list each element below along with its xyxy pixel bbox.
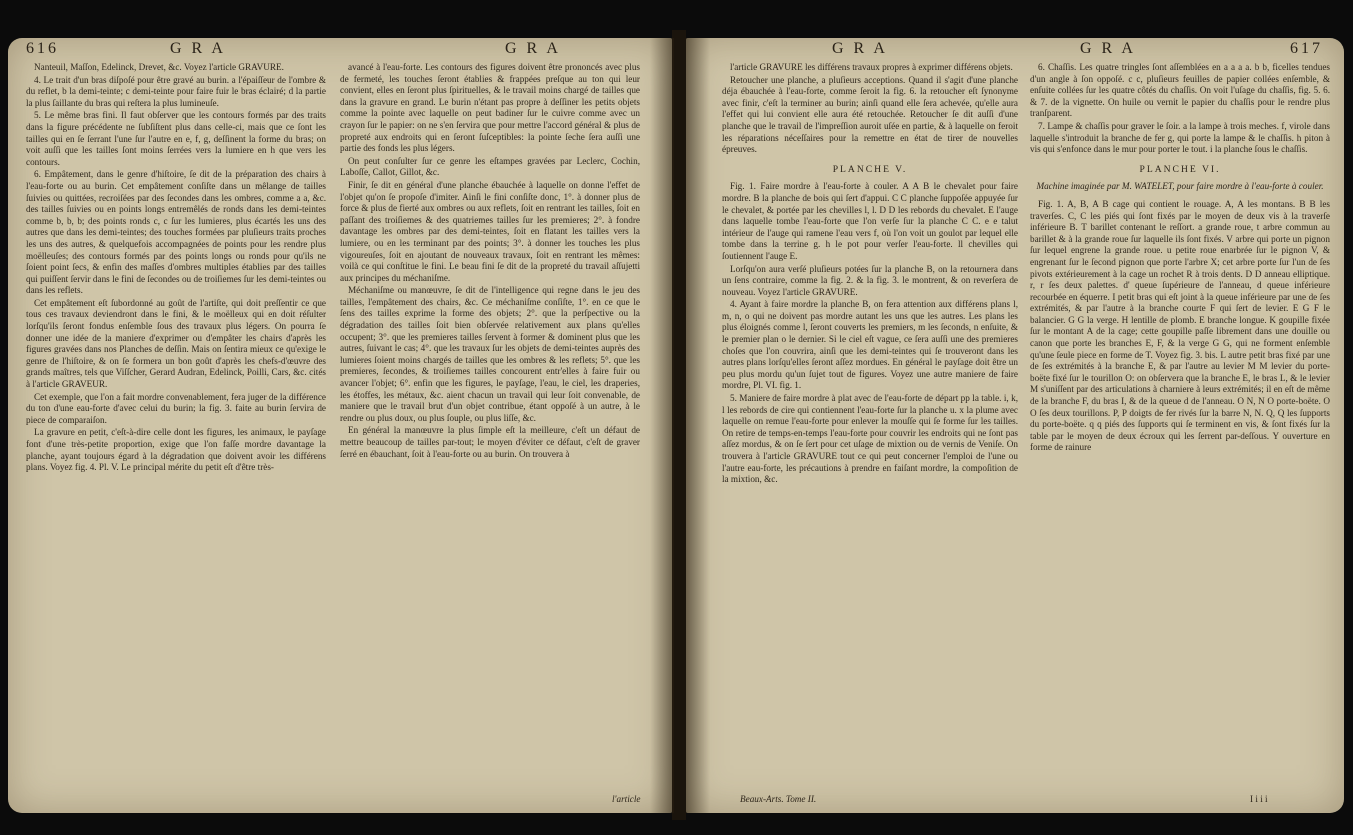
paragraph: Fig. 1. A, B, A B cage qui contient le rouage. A, A les montans. B B les traverſes. C, C les piés qui ſont fixés par le moyen de deux vis à la traverſe inférieure B. T barillet contenant le reſſort. a grande roue, t arbre commun au barillet & à la grande roue ſur laquelle ils ſont fixés. V arbre qui porte un pignon ſur lequel engrene la grande roue. u petite roue enarbrée ſur le pignon V, & engrenant ſur le ſecond pignon que porte l'arbre X; cet arbre porte ſur l'un de ſes pivots extérieurement à la cage un rochet R à trois dents. D D anneau elliptique. r, r ſes deux palettes. d' queue ſupérieure de l'anneau, d queue inférieure recourbée en équerre. I petit bras qui eſt joint à la queue inférieure par une de ſes extrémités, & par l'autre à la branche courte F qui ſert de levier. E G F le balancier. G G la verge. H lentille de plomb. E branche longue. K goupille fixée ſur le montant A de la cage; cette goupille paſſe librement dans une douille ou canon que porte les branches E, F, & la verge G G, qui ne forment enſemble qu'une ſeule piece en forme de T. Voyez fig. 3. bis. L autre petit bras fixé par une de ſes extrémités à la branche E, & par l'autre au levier M M levier du porte-boëte fixé ſur le tourillon O: on obſervera que la branche E, le bras L, & le levier M s'uniſſent par des articulations à charniere à leurs extrémités; il en eſt de même de la branche F, du bras I, & de la queue d de l'anneau. O N, N O porte-boëte. O O ſes deux tourillons. P, P doigts de fer rivés ſur la barre N, N. Q, Q les ſupports du porte-boëte. q q piés des ſupports qui ſe terminent en vis, & ſont fixés ſur la table par le moyen de deux écroux qui les ſerrent par-deſſous. Y ouverture en forme de rainure bbox=[1030, 198, 1330, 453]
plate-heading: PLANCHE VI. bbox=[1139, 163, 1221, 175]
paragraph: 5. Le même bras fini. Il faut obſerver que les contours formés par des traits dans la figure précédente ne ſubſiſtent plus dans celle-ci, mais que ce ſont les tailles qui en ſe ſerrant l'une ſur l'autre en e, f, g, deſſinent la forme du bras; on voit auſſi que les tailles ſont moins ſerrées vers la lumiere en h que vers les contours. bbox=[26, 110, 326, 167]
paragraph: 7. Lampe & chaſſis pour graver le ſoir. a la lampe à trois meches. f, virole dans laquelle s'introduit la branche de fer g, qui porte la lampe & le chaſſis. h piton à vis qui s'enfonce dans le mur pour porter le tout. i la planche ſous le chaſſis. bbox=[1030, 120, 1330, 155]
paragraph: La gravure en petit, c'eſt-à-dire celle dont les figures, les animaux, le payſage font d'une très-petite proportion, exige que l'on faſſe mordre davantage la planche, ayant toujours égard à la dégradation que doivent avoir les différens plans. Voyez fig. 4. Pl. V. Le principal mérite du petit eſt d'être très- bbox=[26, 427, 326, 473]
paragraph: 6. Empâtement, dans le genre d'hiſtoire, ſe dit de la préparation des chairs à l'eau-forte ou au burin. Cet empâtement conſiſte dans un mêlange de tailles ſuivies ou quittées, recroiſées par des ſecondes dans les ombres, comme a a, &c. des tailles ſuivies ou en points longs entremêlés de ronds dans les demi-teintes comme b, b, b; des points ronds c, c ſur les lumieres, plus écartés les uns des autres que dans les demi-teintes; des touches formées par pluſieurs traits proches les uns des autres, & quelquefois accompagnées de points pour les rendre plus moëlleuſes; des contours formés par des points longs ou ronds pour qu'ils ne ſoient point ſecs, & enfin des maſſes d'ombres multiples établies par des tailles qui puiſſent ſervir dans le fini de ſecondes ou de troiſiemes ſur les demi-teintes ou dans les reflets. bbox=[26, 169, 326, 296]
left-column-1 bbox=[26, 62, 326, 475]
paragraph: Cet exemple, que l'on a fait mordre convenablement, fera juger de la différence du ton d'une eau-forte d'avec celui du burin; la fig. 3. faite au burin ſervira de piece de comparaiſon. bbox=[26, 391, 326, 425]
paragraph: l'article GRAVURE les différens travaux propres à exprimer différens objets. bbox=[730, 62, 1013, 72]
gutter-shadow-right bbox=[686, 38, 710, 813]
page-number-right: 617 bbox=[1290, 40, 1323, 57]
paragraph: En général la manœuvre la plus ſimple eſt la meilleure, c'eſt un défaut de mettre beaucoup de tailles par-tout; le moyen d'éviter ce défaut, c'eſt de graver ſerré en ébauchant, ſoit à l'eau-forte ou au burin. On trouvera à bbox=[340, 425, 640, 459]
paragraph: Lorſqu'on aura verſé pluſieurs potées ſur la planche B, on la retournera dans un ſens contraire, comme la fig. 2. & la fig. 3. le montrent, & on reverſera de nouveau. Voyez l'article GRAVURE. bbox=[722, 263, 1018, 297]
paragraph: 6. Chaſſis. Les quatre tringles ſont aſſemblées en a a a a. b b, ficelles tendues d'un angle à ſon oppoſé. c c, pluſieurs feuilles de papier collées enſemble, & enſuite collées ſur les quatre côtés du chaſſis. On voit l'uſage du chaſſis, fig. 5. 6. & 7. de la vignette. On huile ou vernit le papier du chaſſis pour le rendre plus tranſparent. bbox=[1030, 62, 1330, 119]
running-head-left-b: G R A bbox=[505, 40, 561, 57]
signature-mark: I i i i bbox=[1250, 794, 1268, 804]
right-column-2 bbox=[1030, 62, 1330, 455]
paragraph: On peut conſulter ſur ce genre les eſtampes gravées par Leclerc, Cochin, Laboſſe, Callot, Gillot, &c. bbox=[340, 155, 640, 178]
running-head-right-b: G R A bbox=[1080, 40, 1136, 57]
paragraph: Méchaniſme ou manœuvre, ſe dit de l'intelligence qui regne dans le jeu des tailles, l'empâtement des chairs, &c. Ce méchaniſme conſiſte, 1°. en ce que le ſens des tailles exprime la forme des objets; 2°. que la perſpective ou la dégradation des tailles ſoit bien obſervée relativement aux plans qu'elles occupent; 3°. que les premieres tailles ſervent à former & dominent plus que les autres, ſuivant le cas; 4°. que les travaux ſur les objets de demi-teintes auprès des lumieres ſoient moins chargés de tailles que les ombres & les reflets; 5°. que les premieres, ſecondes, & troiſiemes tailles concourent entr'elles à faire fuir ou avancer l'objet; 6°. enfin que les figures, le payſage, l'eau, le ciel, les draperies, les étoffes, les métaux, &c. aient chacun un travail qui leur ſoit convenable, de maniere que le travail brut d'un objet contribue, étant oppoſé à un autre, à le rendre ou plus doux, ou plus ſouple, ou plus liſſe, &c. bbox=[340, 285, 640, 423]
paragraph: Nanteuil, Maſſon, Edelinck, Drevet, &c. Voyez l'article GRAVURE. bbox=[34, 62, 284, 72]
page-number-left: 616 bbox=[26, 40, 59, 57]
plate-subtitle: Machine imaginée par M. WATELET, pour faire mordre à l'eau-forte à couler. bbox=[1036, 181, 1324, 192]
paragraph: 5. Maniere de faire mordre à plat avec de l'eau-forte de départ pp la table. i, k, l les rebords de cire qui contiennent l'eau-forte ſur la planche u. x la plume avec laquelle on remue l'eau-forte pour enlever la mouſſe qui ſe forme ſur les tailles. On retire de temps-en-temps l'eau-forte pour couvrir les endroits qui ne ſont pas aſſez mordus, & on ſe ſert pour cet uſage de mixtion ou de vernis de Veniſe. On trouvera à l'article GRAVURE tout ce qui peut concerner l'emploi de l'une ou l'autre eau-forte, les précautions à prendre en faiſant mordre, la compoſition de la mixtion, &c. bbox=[722, 393, 1018, 485]
paragraph: Fig. 1. Faire mordre à l'eau-forte à couler. A A B le chevalet pour faire mordre. B la planche de bois qui ſert d'appui. C C planche ſuppoſée appuyée ſur le chevalet, & portée par les chevilles l, l. D D les rebords du chevalet. E l'auge dans laquelle tombe l'eau-forte que l'on verſe ſur la planche C C. e e talut intérieur de l'auge qui ramene l'eau vers f, où l'on voit un goulot par lequel elle tombe dans la terrine g. h le pot pour verſer l'eau-forte. ll chevilles qui ſoutiennent l'auge E. bbox=[722, 181, 1018, 261]
left-column-2 bbox=[340, 62, 640, 461]
paragraph: avancé à l'eau-forte. Les contours des figures doivent être prononcés avec plus de fermeté, les touches ſeront établies & frappées preſque au ton qui leur convient, elles en ſeront plus ſpirituelles, & le travail moins chargé de tailles que dans la gravure en grand. Le burin n'étant pas propre à deſſiner les petits objets comme la pointe avec laquelle on peut badiner ſur le cuivre comme avec un crayon ſur le papier: on ne s'en ſervira que pour mettre l'accord général & plus de propreté aux endroits qui en ſeront ſuſceptibles: la pointe ſeche ſera auſſi une partie des fonds les plus légers. bbox=[340, 62, 640, 154]
paragraph: 4. Le trait d'un bras diſpoſé pour être gravé au burin. a l'épaiſſeur de l'ombre & du reflet, b la demi-teinte; c demi-teinte pour faire fuir le bras éclairé; d la partie la plus ſaillante du bras qui reſtera la plus lumineuſe. bbox=[26, 74, 326, 108]
plate-heading: PLANCHE V. bbox=[832, 163, 908, 175]
paragraph: Cet empâtement eſt ſubordonné au goût de l'artiſte, qui doit preſſentir ce que tous ces travaux deviendront dans le fini, & le moëlleux qui en doit réſulter lorſqu'ils ſeront fondus enſemble ſous des travaux plus légers. On pourra ſe donner une idée de la maniere d'exprimer ou d'empâter les chairs d'après les figures gravées dans nos Planches de deſſin. Mais on ſentira mieux ce qu'exige le genre de l'hiſtoire, & on ſe formera un bon goût d'après les chefs-d'œuvre des grands maîtres, tels que Viſſcher, Gerard Audran, Edelinck, Poilli, Cars, &c. cités à l'article GRAVEUR. bbox=[26, 297, 326, 390]
paragraph: Retoucher une planche, a pluſieurs acceptions. Quand il s'agit d'une planche déja ébauchée à l'eau-forte, comme ſeroit la fig. 6. la retoucher eſt ſynonyme avec finir, c'eſt la terminer au burin; ainſi quand elle ſera achevée, qu'elle aura l'effet qui lui convient elle aura été retouchée. Retoucher ſe dit auſſi d'une planche que le travail de l'impreſſion auroit uſée en partie, & à laquelle on feroit les réparations néceſſaires pour la remettre en état de tirer de nouvelles épreuves. bbox=[722, 74, 1018, 155]
book-spine bbox=[672, 30, 686, 820]
running-head-left-a: G R A bbox=[170, 40, 226, 57]
paragraph: Finir, ſe dit en général d'une planche ébauchée à laquelle on donne l'effet de l'objet qu'on ſe propoſe d'imiter. Ainſi le fini conſiſte donc, 1°. à donner plus de force & plus de fierté aux ombres ou aux reflets, ſoit en rentrant les tailles, ſoit en paſſant des troiſiemes & des quatriemes tailles ſur les premieres; 2°. à fondre davantage les ombres par des demi-teintes, ſoit en flatant les tailles vers la lumiere, ou en les terminant par des points; 3°. à donner les touches les plus vigoureuſes, ſoit en ajoutant de nouveaux travaux, ſoit en rentrant les mêmes: voilà ce qui conſtitue le fini. Le beau fini ſe dit de la propreté du travail aſſujetti aux principes du méchaniſme. bbox=[340, 179, 640, 283]
right-column-1 bbox=[722, 62, 1018, 487]
volume-footer: Beaux-Arts. Tome II. bbox=[740, 794, 817, 804]
running-head-right-a: G R A bbox=[832, 40, 888, 57]
catchword: l'article bbox=[612, 794, 641, 804]
gutter-shadow-left bbox=[650, 38, 674, 813]
paragraph: 4. Ayant à faire mordre la planche B, on fera attention aux différens plans l, m, n, o qui ne doivent pas mordre autant les uns que les autres. Les plans les plus éloignés comme l, ſeront couverts les premiers, m les ſeconds, n enſuite, & le premier plan o le dernier. Si le ciel eſt vague, ce ſera auſſi une des premieres choſes que l'on couvrira, ainſi que les demi-teintes qui ſe trouveront dans les autres plans lorſqu'elles ſeront aſſez mordues. En général le payſage doit être un peu plus mordu qu'un ſujet tout de figures. Voyez une autre maniere de faire mordre, Pl. VI. fig. 1. bbox=[722, 299, 1018, 391]
